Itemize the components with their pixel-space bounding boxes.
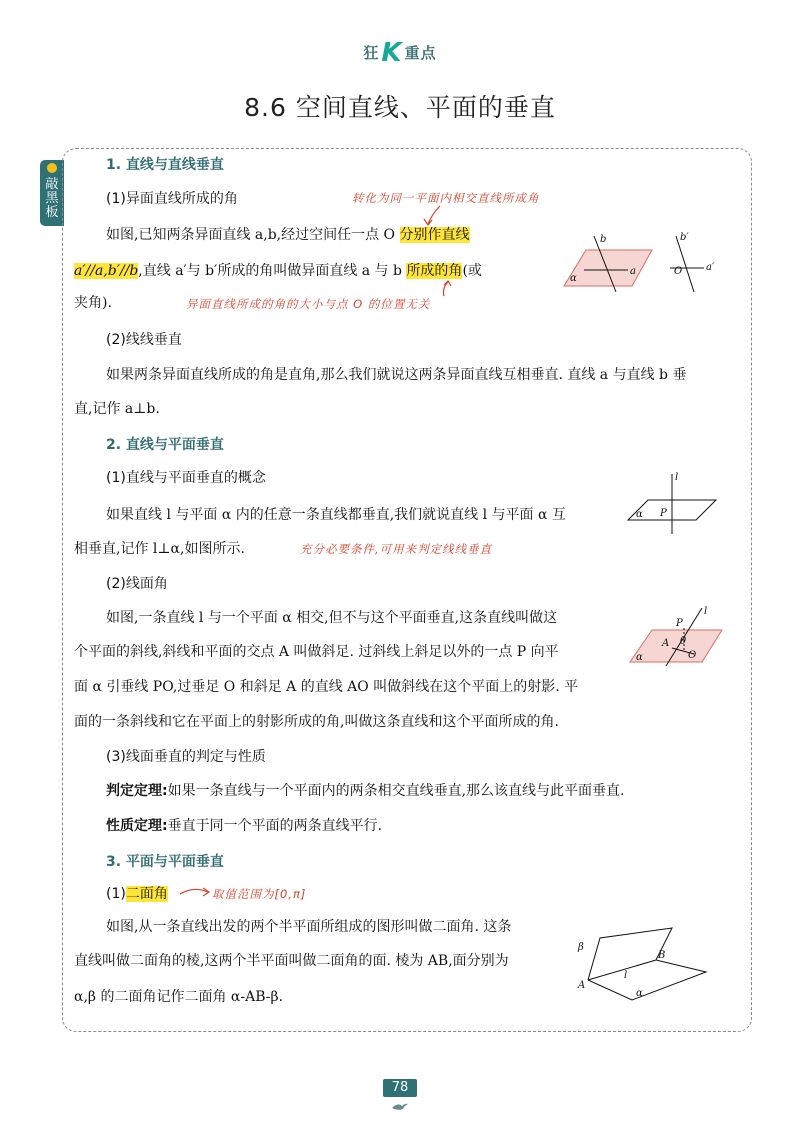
fig4-label-l: l [704, 606, 708, 617]
figure-skew-lines [556, 228, 660, 298]
s1-p1-line3: 夹角). [74, 295, 112, 311]
theorem-property [106, 817, 382, 835]
s2-p2-line2: 个平面的斜线,斜线和平面的交点 A 叫做斜足. 过斜线上斜足以外的一点 P 向平 [74, 644, 559, 660]
annotation-s2 [300, 541, 492, 557]
header-right: 重点 [404, 44, 437, 62]
section3-sub1-prefix: (1) [106, 886, 126, 902]
figure-line-plane-angle [622, 604, 726, 668]
fig5-label-a: A [578, 980, 586, 991]
section2-sub2: (2)线面角 [106, 576, 168, 592]
s1-p2-line1: 如果两条异面直线所成的角是直角,那么我们就说这两条异面直线互相垂直. 直线 a 与直线 b 垂 [106, 367, 687, 383]
fig1-label-a: a [630, 266, 636, 277]
theorem2-text: 垂直于同一个平面的两条直线平行. [167, 818, 383, 834]
highlight-3: 所成的角 [406, 263, 463, 279]
fig4-label-theta: θ [680, 636, 687, 647]
annotation-mid: 异面直线所成的角的大小与点 O 的位置无关 [186, 297, 431, 311]
header-k-logo: K [381, 38, 403, 68]
annotation-s3: 取值范围为[0,π] [212, 887, 307, 901]
theorem1-text: 如果一条直线与一个平面内的两条相交直线垂直,那么该直线与此平面垂直. [167, 783, 625, 799]
fig4-label-o: O [688, 650, 697, 661]
s3-line1: 如图,从一条直线出发的两个半平面所组成的图形叫做二面角. 这条 [106, 919, 512, 935]
section2-sub3: (3)线面垂直的判定与性质 [106, 749, 266, 765]
fig1-label-b: b [600, 234, 607, 245]
section2-heading: 2. 直线与平面垂直 [106, 437, 224, 453]
s2-p2-line4: 面的一条斜线和它在平面上的射影所成的角,叫做这条直线和这个平面所成的角. [74, 714, 559, 730]
fig4-plane [630, 630, 722, 662]
fig5-label-b: B [658, 950, 666, 961]
page-number: 78 [383, 1079, 417, 1097]
fig4-label-a: A [662, 638, 670, 649]
figure-line-perpendicular-plane [620, 470, 720, 538]
fig2-label-b-prime: b′ [680, 232, 689, 243]
theorem-determination [106, 782, 625, 800]
annotation-s2-text: 充分必要条件,可用来判定线线垂直 [300, 542, 493, 556]
section3-heading: 3. 平面与平面垂直 [106, 854, 224, 870]
s3-line2: 直线叫做二面角的棱,这两个半平面叫做二面角的面. 棱为 AB,面分别为 [74, 953, 509, 969]
section1-sub1: (1)异面直线所成的角 [106, 191, 238, 207]
section1-heading: 1. 直线与直线垂直 [106, 157, 224, 173]
fig2-label-o: O [674, 266, 683, 277]
fig4-label-p: P [676, 618, 683, 629]
annotation-arrow3-icon [178, 884, 212, 900]
figure-dihedral-angle [566, 920, 716, 1006]
s2-p2-line1: 如图,一条直线 l 与一个平面 α 相交,但不与这个平面垂直,这条直线叫做这 [106, 610, 558, 626]
highlight-dihedral: 二面角 [125, 886, 168, 902]
s1-p1-line2 [74, 262, 482, 280]
fig2-label-a-prime: a′ [706, 262, 715, 273]
fig1-label-alpha: α [570, 273, 577, 284]
side-tab [40, 160, 64, 226]
fig3-label-l: l [675, 472, 679, 483]
bird-icon [390, 1100, 410, 1112]
section1-sub2: (2)线线垂直 [106, 332, 182, 348]
fig5-label-alpha: α [636, 988, 643, 999]
annotation-top: 转化为同一平面内相交直线所成角 [352, 191, 540, 205]
side-tab-label: 敲黑板 [45, 177, 59, 220]
book-header [0, 38, 800, 68]
fig2-line-b-prime [676, 236, 694, 292]
fig5-label-beta: β [578, 942, 584, 953]
fig3-label-alpha: α [636, 509, 643, 520]
s3-line3: α,β 的二面角记作二面角 α-AB-β. [74, 989, 284, 1005]
page-title: 8.6 空间直线、平面的垂直 [244, 93, 556, 122]
section3-sub1 [106, 885, 168, 903]
s1-p1-line1 [106, 226, 470, 244]
s1-p1-line2-mid: ,直线 a′与 b′所成的角叫做异面直线 a 与 b [138, 263, 407, 279]
s1-p2-line2: 直,记作 a⊥b. [74, 401, 160, 417]
s2-p2-line3: 面 α 引垂线 PO,过垂足 O 和斜足 A 的直线 AO 叫做斜线在这个平面上的射影. 平 [74, 679, 579, 695]
fig5-label-l: l [624, 970, 628, 981]
annotation-arrow-icon [420, 204, 450, 228]
fig4-label-alpha: α [636, 652, 643, 663]
annotation-arrow2-icon [438, 280, 458, 298]
theorem2-label: 性质定理: [106, 818, 168, 834]
highlight-2: a′//a,b′//b [74, 263, 139, 279]
highlight-1: 分别作直线 [399, 227, 470, 243]
lightbulb-icon [47, 163, 57, 173]
header-left: 狂 [363, 44, 380, 62]
fig3-label-p: P [660, 508, 667, 519]
s1-p1-line2-end: (或 [462, 263, 482, 279]
figure-translated-lines [664, 228, 730, 298]
section2-sub1: (1)直线与平面垂直的概念 [106, 470, 266, 486]
s2-p1-line2: 相垂直,记作 l⊥α,如图所示. [74, 541, 245, 557]
fig1-plane [564, 250, 652, 286]
s2-p1-line1: 如果直线 l 与平面 α 内的任意一条直线都垂直,我们就说直线 l 与平面 α 互 [106, 507, 566, 523]
s1-p1-line1-a: 如图,已知两条异面直线 a,b,经过空间任一点 O [106, 227, 400, 243]
theorem1-label: 判定定理: [106, 783, 168, 799]
